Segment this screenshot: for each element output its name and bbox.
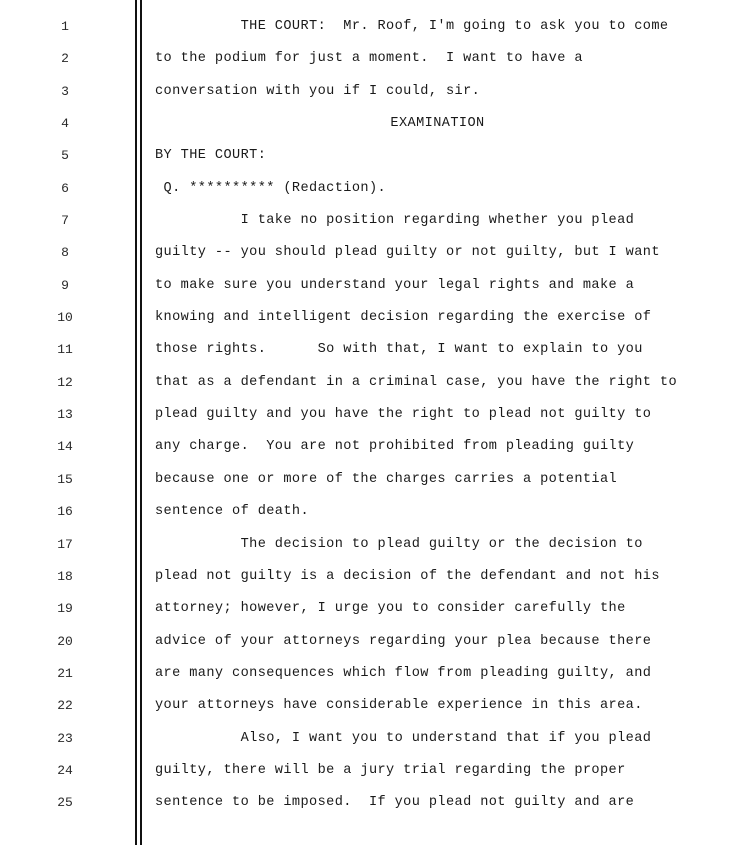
line-text: attorney; however, I urge you to consider carefully the: [155, 601, 626, 617]
transcript-line: [0, 399, 733, 431]
line-number: 19: [57, 601, 73, 617]
transcript-line: [0, 723, 733, 755]
line-number: 25: [57, 795, 73, 811]
line-number: 20: [57, 633, 73, 649]
line-text: your attorneys have considerable experience in this area.: [155, 698, 643, 714]
line-number: 16: [57, 504, 73, 520]
transcript-line: [0, 108, 733, 140]
transcript-line: [0, 787, 733, 819]
section-heading: EXAMINATION: [390, 116, 485, 132]
line-number: 8: [61, 245, 69, 261]
transcript-line: [0, 529, 733, 561]
line-text: plead not guilty is a decision of the defendant and not his: [155, 568, 660, 584]
line-number: 12: [57, 374, 73, 390]
transcript-line: [0, 431, 733, 463]
transcript-line: [0, 367, 733, 399]
line-number: 21: [57, 665, 73, 681]
line-text: sentence of death.: [155, 504, 310, 520]
line-number: 5: [61, 148, 69, 164]
line-number: 7: [61, 213, 69, 229]
line-number: 15: [57, 471, 73, 487]
line-text: plead guilty and you have the right to plead not guilty to: [155, 407, 652, 423]
transcript-line: [0, 658, 733, 690]
line-text: conversation with you if I could, sir.: [155, 83, 481, 99]
line-text: that as a defendant in a criminal case, you have the right to: [155, 374, 678, 390]
line-number: 22: [57, 698, 73, 714]
line-number: 11: [57, 342, 73, 358]
line-text: those rights. So with that, I want to explain to you: [155, 342, 643, 358]
line-text: advice of your attorneys regarding your plea because there: [155, 633, 652, 649]
transcript-line: [0, 173, 733, 205]
line-text: Q. ********** (Redaction).: [155, 180, 387, 196]
transcript-line: [0, 464, 733, 496]
line-text: knowing and intelligent decision regarding the exercise of: [155, 310, 652, 326]
line-number: 17: [57, 536, 73, 552]
transcript-line: [0, 43, 733, 75]
line-number: 6: [61, 180, 69, 196]
transcript-line: [0, 755, 733, 787]
line-text: Also, I want you to understand that if you plead: [155, 730, 652, 746]
transcript-line: [0, 593, 733, 625]
line-number: 14: [57, 439, 73, 455]
line-text: to the podium for just a moment. I want to have a: [155, 51, 583, 67]
line-number: 9: [61, 277, 69, 293]
line-number: 2: [61, 51, 69, 67]
line-text: THE COURT: Mr. Roof, I'm going to ask you to come: [155, 19, 669, 34]
transcript-line: [0, 237, 733, 269]
transcript-line: [0, 626, 733, 658]
line-text: guilty -- you should plead guilty or not guilty, but I want: [155, 245, 660, 261]
transcript-line: [0, 270, 733, 302]
transcript-line: [0, 11, 733, 43]
line-text: sentence to be imposed. If you plead not guilty and are: [155, 795, 635, 811]
line-number: 1: [61, 19, 69, 34]
line-text: to make sure you understand your legal rights and make a: [155, 277, 635, 293]
transcript-page: [0, 11, 733, 820]
line-number: 18: [57, 568, 73, 584]
line-text: any charge. You are not prohibited from pleading guilty: [155, 439, 635, 455]
line-number: 4: [61, 116, 69, 132]
line-text: guilty, there will be a jury trial regarding the proper: [155, 762, 626, 778]
transcript-line: [0, 561, 733, 593]
line-text: The decision to plead guilty or the decision to: [155, 536, 643, 552]
line-number: 3: [61, 83, 69, 99]
transcript-line: [0, 205, 733, 237]
transcript-line: [0, 334, 733, 366]
transcript-line: [0, 76, 733, 108]
line-number: 13: [57, 407, 73, 423]
transcript-line: [0, 690, 733, 722]
transcript-line: [0, 140, 733, 172]
line-number: 10: [57, 310, 73, 326]
transcript-line: [0, 302, 733, 334]
line-text: BY THE COURT:: [155, 148, 267, 164]
transcript-line: [0, 496, 733, 528]
line-text: because one or more of the charges carries a potential: [155, 471, 618, 487]
line-text: are many consequences which flow from pleading guilty, and: [155, 665, 652, 681]
line-text: I take no position regarding whether you plead: [155, 213, 635, 229]
line-number: 23: [57, 730, 73, 746]
line-number: 24: [57, 762, 73, 778]
